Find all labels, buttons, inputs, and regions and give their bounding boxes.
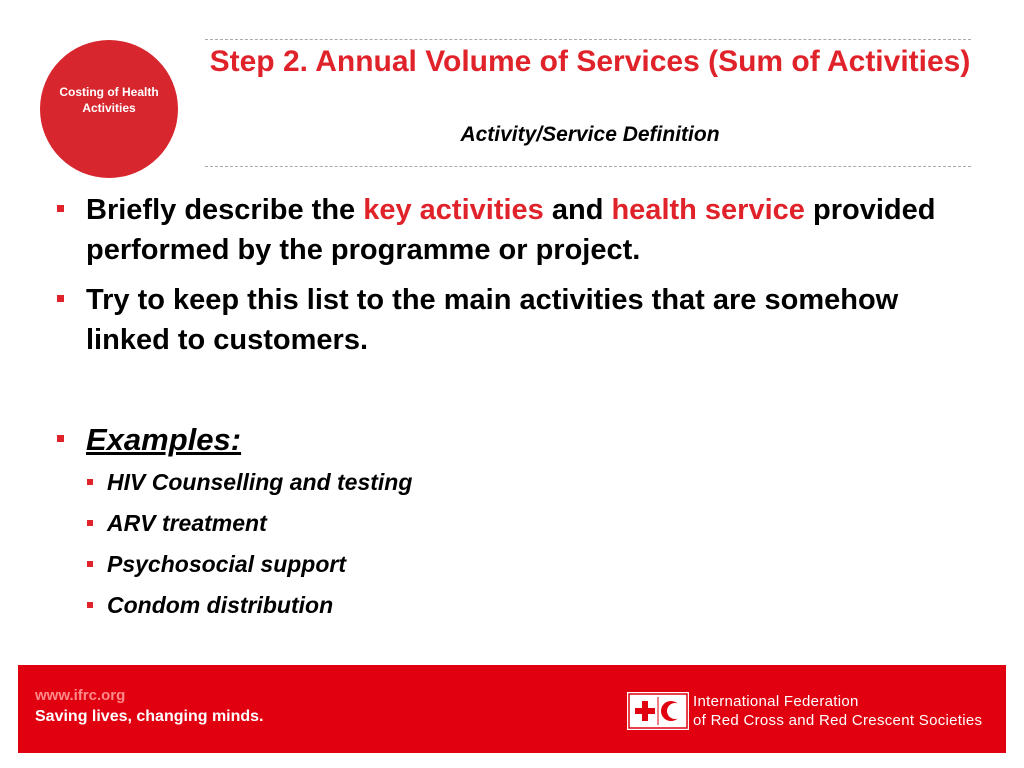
bullet-describe-activities [86,190,966,270]
sub-bullet-square-icon [87,520,93,526]
bullet-keep-list [86,280,966,360]
footer-tagline: Saving lives, changing minds. [35,708,264,725]
bullet-text: Try to keep this list to the main activities that are somehow linked to customers. [86,284,899,356]
sub-bullet-square-icon [87,561,93,567]
highlight-health-service: health service [611,194,805,226]
header-rule-top [205,39,971,40]
org-name-line1: International Federation [693,693,859,710]
org-name-line2: of Red Cross and Red Crescent Societies [693,712,983,729]
examples-heading: Examples: [86,422,242,457]
bullet-square-icon [57,205,64,212]
highlight-key-activities: key activities [363,194,544,226]
bullet-text: Briefly describe the [86,194,364,226]
bullet-square-icon [57,435,64,442]
header-rule-bottom [205,166,971,167]
bullet-square-icon [57,295,64,302]
badge-label: Costing of Health Activities [59,85,159,115]
page-subtitle: Activity/Service Definition [460,123,720,146]
red-cross-crescent-icon [627,692,689,730]
bullet-text: and [543,194,612,226]
example-label: HIV Counselling and testing [107,469,413,495]
example-label: Psychosocial support [107,551,347,577]
example-label: ARV treatment [107,510,267,536]
bullet-text: provided performed by the programme or project. [86,194,936,266]
topic-badge [40,40,178,178]
page-title: Step 2. Annual Volume of Services (Sum of Activities) [209,45,971,78]
sub-bullet-square-icon [87,479,93,485]
example-label: Condom distribution [107,592,334,618]
example-item [107,508,707,538]
example-item [107,467,707,497]
logo-emblem-icon [628,693,688,729]
sub-bullet-square-icon [87,602,93,608]
example-item [107,549,707,579]
footer-url-link[interactable]: www.ifrc.org [35,687,126,704]
bullet-examples-heading [86,420,966,460]
example-item [107,590,707,620]
footer-bar [18,665,1006,753]
